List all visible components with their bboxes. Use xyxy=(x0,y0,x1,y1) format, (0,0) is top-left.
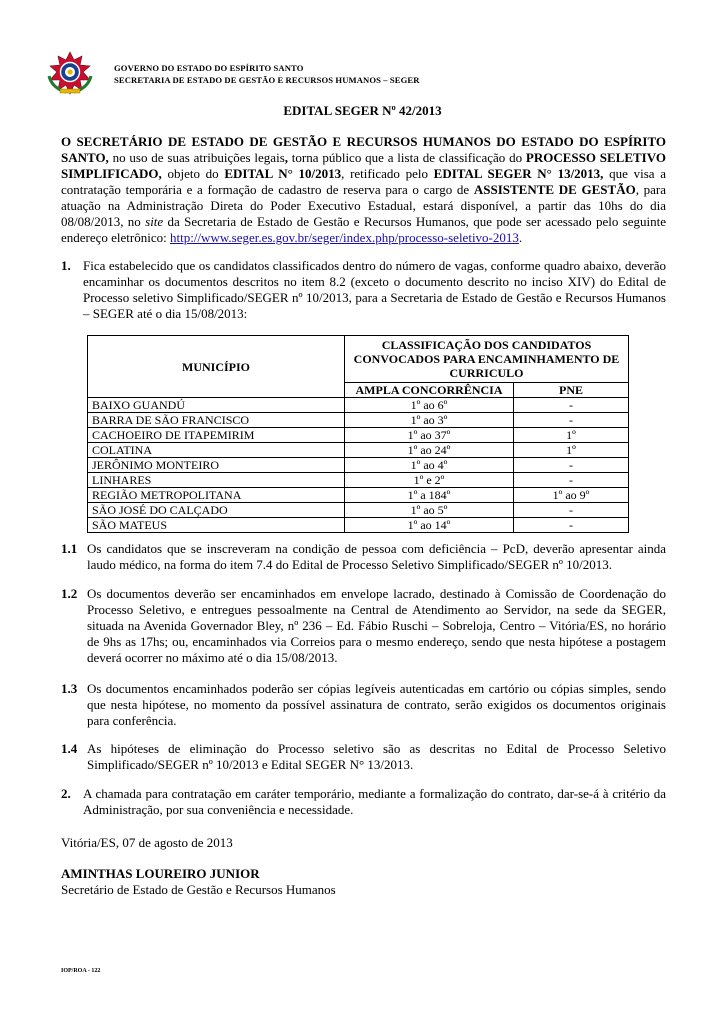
cell-municipio: REGIÃO METROPOLITANA xyxy=(88,488,345,503)
item-2-text: A chamada para contratação em caráter temporário, mediante a formalização do contrato, dar-se-á à critério da Administração, por sua conveniência e necessidade. xyxy=(83,786,666,817)
table-row xyxy=(88,428,629,443)
classification-table xyxy=(87,335,629,533)
cell-ampla: 1º e 2º xyxy=(345,473,514,488)
cell-pne: - xyxy=(514,458,629,473)
intro-process-name: PROCESSO SELETIVO SIMPLIFICADO, xyxy=(61,150,666,181)
intro-text-4: , retificado pelo xyxy=(341,166,434,181)
cell-pne: - xyxy=(514,473,629,488)
item-1-number: 1. xyxy=(61,258,71,273)
table-row xyxy=(88,458,629,473)
cell-ampla: 1º ao 3º xyxy=(345,413,514,428)
cell-pne: 1º xyxy=(514,428,629,443)
cell-pne: - xyxy=(514,503,629,518)
intro-authority: O SECRETÁRIO DE ESTADO DE GESTÃO E RECURSOS HUMANOS DO ESTADO DO ESPÍRITO SANTO, xyxy=(61,134,666,165)
item-2-number: 2. xyxy=(61,786,71,801)
table-row xyxy=(88,413,629,428)
header-government-line: GOVERNO DO ESTADO DO ESPÍRITO SANTO xyxy=(114,63,304,73)
intro-period: . xyxy=(518,230,523,245)
table-row xyxy=(88,443,629,458)
intro-paragraph xyxy=(61,134,666,246)
cell-municipio: JERÔNIMO MONTEIRO xyxy=(88,458,345,473)
cell-municipio: LINHARES xyxy=(88,473,345,488)
header-pne: PNE xyxy=(514,383,629,398)
table-row xyxy=(88,518,629,533)
item-1-4 xyxy=(61,741,666,773)
intro-edital-10: EDITAL N° 10/2013 xyxy=(224,166,342,181)
cell-pne: 1º ao 9º xyxy=(514,488,629,503)
cell-municipio: BARRA DE SÃO FRANCISCO xyxy=(88,413,345,428)
intro-text-5: que visa a contratação temporária e a formação de cadastro de reserva para o cargo de xyxy=(61,166,667,197)
cell-municipio: SÃO MATEUS xyxy=(88,518,345,533)
intro-text-2: torna público que a lista de classificação do xyxy=(288,150,526,165)
cell-pne: 1º xyxy=(514,443,629,458)
footer-code: IOP/ROA - 122 xyxy=(61,968,101,974)
cell-municipio: COLATINA xyxy=(88,443,345,458)
item-1-3-number: 1.3 xyxy=(61,681,78,696)
intro-edital-13: EDITAL SEGER N° 13/2013, xyxy=(433,166,604,181)
item-1-1-text: Os candidatos que se inscreveram na condição de pessoa com deficiência – PcD, deverão apresentar ainda laudo médico, na forma do item 7.4 do Edital de Processo Seletivo Simplificado/SEGER nº 10/2013. xyxy=(87,541,666,572)
cell-ampla: 1º ao 4º xyxy=(345,458,514,473)
state-coat-of-arms-icon xyxy=(46,50,94,96)
cell-ampla: 1º ao 37º xyxy=(345,428,514,443)
item-1-3-text: Os documentos encaminhados poderão ser cópias legíveis autenticadas em cartório ou cópias simples, sendo que nesta hipótese, no momento da possível assinatura de contrato, serão exigidos os documentos originais para conferência. xyxy=(87,681,666,728)
cell-municipio: SÃO JOSÉ DO CALÇADO xyxy=(88,503,345,518)
item-1 xyxy=(61,258,666,322)
intro-site-word: site xyxy=(145,214,164,229)
intro-comma: , xyxy=(284,150,288,165)
item-1-1 xyxy=(61,541,666,573)
item-1-2-number: 1.2 xyxy=(61,586,78,601)
edital-title: EDITAL SEGER Nº 42/2013 xyxy=(283,103,442,118)
signer-role: Secretário de Estado de Gestão e Recursos Humanos xyxy=(61,882,336,897)
cell-ampla: 1º ao 14º xyxy=(345,518,514,533)
intro-text-3: objeto do xyxy=(161,166,225,181)
intro-text-1: no uso de suas atribuições legais xyxy=(108,150,285,165)
item-1-2-text: Os documentos deverão ser encaminhados em envelope lacrado, destinado à Comissão de Coordenação do Processo Seletivo, e entregues pessoalmente na Central de Atendimento ao Servidor, na sede da SEGER, situada na Avenida Governador Bley, nº 236 – Ed. Fábio Ruschi – Sobreloja, Centro – Vitória/ES, no horário de 9hs as 17hs; ou, encaminhados via Correios para o mesmo endereço, sendo que nesta hipótese a postagem deverá ocorrer no máximo até o dia 15/08/2013. xyxy=(87,586,666,665)
item-2 xyxy=(61,786,666,818)
cell-municipio: BAIXO GUANDÚ xyxy=(88,398,345,413)
cell-ampla: 1º ao 6º xyxy=(345,398,514,413)
table-row xyxy=(88,398,629,413)
signature-block xyxy=(61,866,336,898)
place-date: Vitória/ES, 07 de agosto de 2013 xyxy=(61,835,233,850)
signer-name: AMINTHAS LOUREIRO JUNIOR xyxy=(61,866,260,881)
table-row xyxy=(88,473,629,488)
item-1-text: Fica estabelecido que os candidatos classificados dentro do número de vagas, conforme quadro abaixo, deverão encaminhar os documentos descritos no item 8.2 (exceto o documento descrito no inciso XIV) do Edital de Processo seletivo Simplificado/SEGER nº 10/2013, para a Secretaria de Estado de Gestão e Recursos Humanos – SEGER até o dia 15/08/2013: xyxy=(83,258,666,321)
item-1-4-text: As hipóteses de eliminação do Processo seletivo são as descritas no Edital de Processo Seletivo Simplificado/SEGER nº 10/2013 e Edital SEGER N° 13/2013. xyxy=(87,741,666,772)
item-1-3 xyxy=(61,681,666,729)
header-ampla: AMPLA CONCORRÊNCIA xyxy=(345,383,514,398)
cell-ampla: 1º ao 5º xyxy=(345,503,514,518)
header-classification-group: CLASSIFICAÇÃO DOS CANDIDATOS CONVOCADOS PARA ENCAMINHAMENTO DE CURRICULO xyxy=(345,336,629,383)
cell-ampla: 1º ao 24º xyxy=(345,443,514,458)
seger-process-link[interactable]: http://www.seger.es.gov.br/seger/index.php/processo-seletivo-2013 xyxy=(170,230,519,245)
header-secretariat-line: SECRETARIA DE ESTADO DE GESTÃO E RECURSOS HUMANOS – SEGER xyxy=(114,75,420,85)
document-header xyxy=(46,50,686,96)
item-1-4-number: 1.4 xyxy=(61,741,78,756)
cell-pne: - xyxy=(514,518,629,533)
header-municipio: MUNICÍPIO xyxy=(88,336,345,398)
table-row xyxy=(88,488,629,503)
cell-pne: - xyxy=(514,398,629,413)
item-1-1-number: 1.1 xyxy=(61,541,78,556)
cell-pne: - xyxy=(514,413,629,428)
cell-ampla: 1º a 184º xyxy=(345,488,514,503)
cell-municipio: CACHOEIRO DE ITAPEMIRIM xyxy=(88,428,345,443)
intro-text-7: da Secretaria de Estado de Gestão e Recursos Humanos, que pode ser acessado pelo seguinte endereço eletrônico: xyxy=(61,214,666,245)
table-row xyxy=(88,503,629,518)
intro-text-6: , para atuação na Administração Direta do Poder Executivo Estadual, estará disponível, a partir das 10hs do dia 08/08/2013, no xyxy=(61,182,667,229)
intro-position-name: ASSISTENTE DE GESTÃO xyxy=(473,182,636,197)
item-1-2 xyxy=(61,586,666,666)
